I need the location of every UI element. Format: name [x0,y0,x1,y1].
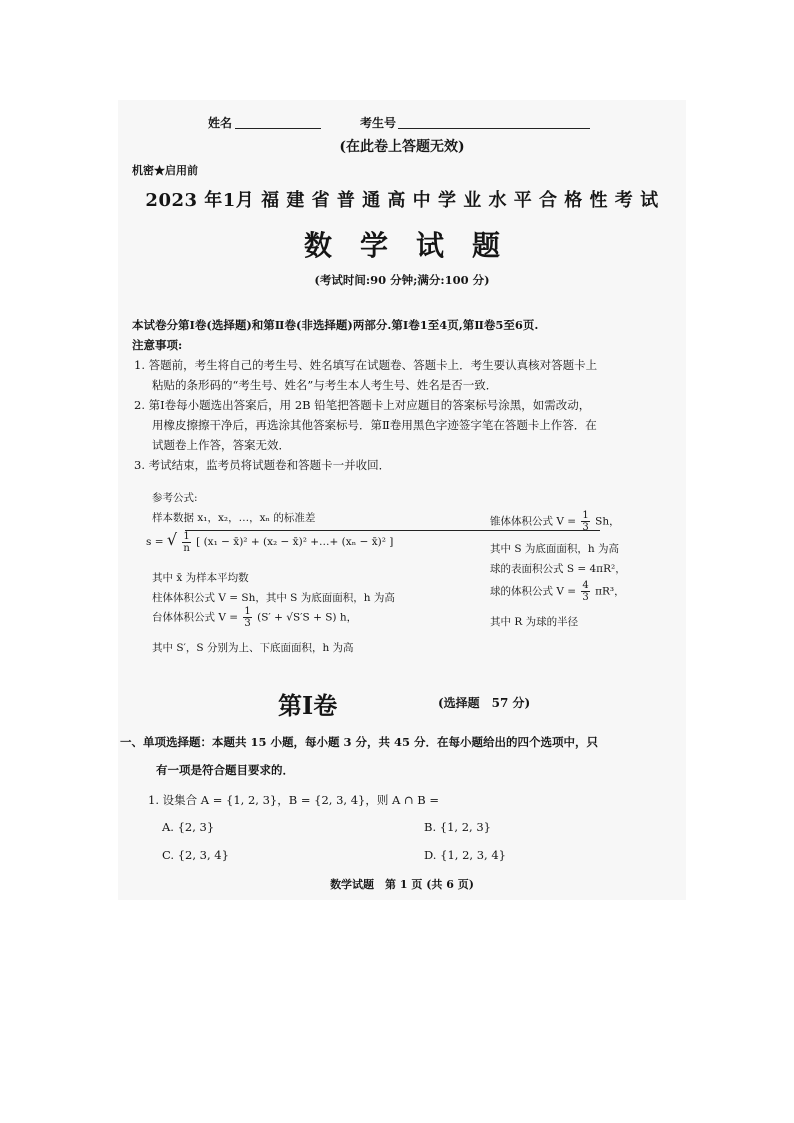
frustum-formula [152,606,357,629]
subject-title: 数 学 试 题 [303,229,500,262]
question-stem: 1. 设集合 A = {1, 2, 3}，B = {2, 3, 4}，则 A ∩ B = [148,793,439,807]
secret-mark: 机密★启用前 [132,164,198,177]
fraction-denominator: 3 [244,618,251,629]
cone-note: 其中 S 为底面面积，h 为高 [490,543,619,555]
frustum-body: (S′ + √S′S + S) h， [257,611,358,624]
name-label: 姓名 [208,116,233,130]
std-dev-intro: 样本数据 x₁，x₂，…，xₙ 的标准差 [152,512,316,524]
notice-title: 注意事项: [132,338,183,352]
exam-sheet [118,100,686,900]
one-third-fraction [581,510,589,533]
four-thirds-fraction [581,580,589,603]
notice-line: 粘贴的条形码的“考生号、姓名”与考生本人考生号、姓名是否一致． [152,378,498,392]
option-d: D. {1, 2, 3, 4} [424,848,506,862]
sphere-volume-suffix: πR³， [595,585,625,598]
page-footer: 数学试题 第 1 页 (共 6 页) [330,878,474,891]
formula-title: 参考公式: [152,492,198,504]
std-dev-body: [ (x₁ − x̄)² + (x₂ − x̄)² +…+ (xₙ − x̄)² ] [196,536,394,548]
invalid-note: (在此卷上答题无效) [339,139,465,155]
part-one-title: 第Ⅰ卷 [278,691,338,720]
mean-note: 其中 x̄ 为样本平均数 [152,572,249,584]
exam-title: 2023 年1月 福 建 省 普 通 高 中 学 业 水 平 合 格 性 考 试 [145,190,659,211]
exam-number-label: 考生号 [360,116,397,130]
sphere-volume-formula [490,580,625,603]
section-instruction: 有一项是符合题目要求的． [156,763,294,777]
notice-line: 用橡皮擦擦干净后，再选涂其他答案标号．第Ⅱ卷用黑色字迹签字笔在答题卡上作答．在 [152,418,597,432]
frustum-prefix: 台体体积公式 V = [152,611,239,624]
exam-number-blank [398,128,590,129]
option-c: C. {2, 3, 4} [162,848,229,862]
fraction-numerator: 1 [244,606,251,617]
notice-line: 1. 答题前，考生将自己的考生号、姓名填写在试题卷、答题卡上．考生要认真核对答题卡上 [134,358,598,372]
sphere-volume-prefix: 球的体积公式 V = [490,585,577,598]
std-dev-formula [146,530,393,554]
cone-formula [490,510,620,533]
frustum-note: 其中 S′，S 分别为上、下底面面积，h 为高 [152,642,354,654]
fraction-denominator: 3 [582,522,589,533]
std-dev-lhs: s = [146,536,164,548]
prism-formula: 柱体体积公式 V = Sh，其中 S 为底面面积，h 为高 [152,592,395,604]
option-a: A. {2, 3} [162,820,215,834]
notice-line: 2. 第Ⅰ卷每小题选出答案后，用 2B 铅笔把答题卡上对应题目的答案标号涂黑，如需改动， [134,398,591,412]
sqrt-sign: √ [166,530,178,549]
part-one-subtitle: (选择题 57 分) [438,696,531,710]
one-third-fraction [243,606,251,629]
one-over-n-fraction [182,531,190,554]
time-note: (考试时间:90 分钟;满分:100 分) [314,273,490,287]
section-instruction: 一、单项选择题：本题共 15 小题，每小题 3 分，共 45 分．在每小题给出的四个选项中，只 [120,735,599,749]
sphere-surface-formula: 球的表面积公式 S = 4πR²， [490,563,626,575]
option-b: B. {1, 2, 3} [424,820,491,834]
sqrt-expression [167,530,394,554]
intro-text: 本试卷分第Ⅰ卷(选择题)和第Ⅱ卷(非选择题)两部分.第Ⅰ卷1至4页,第Ⅱ卷5至6页. [132,318,539,332]
notice-line: 3. 考试结束，监考员将试题卷和答题卡一并收回． [134,458,391,472]
fraction-denominator: 3 [582,592,589,603]
sphere-note: 其中 R 为球的半径 [490,616,579,628]
fraction-numerator: 4 [582,580,589,591]
fraction-denominator: n [183,542,190,554]
notice-line: 试题卷上作答，答案无效． [152,438,290,452]
name-blank [235,128,321,129]
fraction-numerator: 1 [582,510,589,521]
fraction-numerator: 1 [183,530,190,542]
cone-prefix: 锥体体积公式 V = [490,515,577,528]
cone-suffix: Sh， [595,515,620,528]
